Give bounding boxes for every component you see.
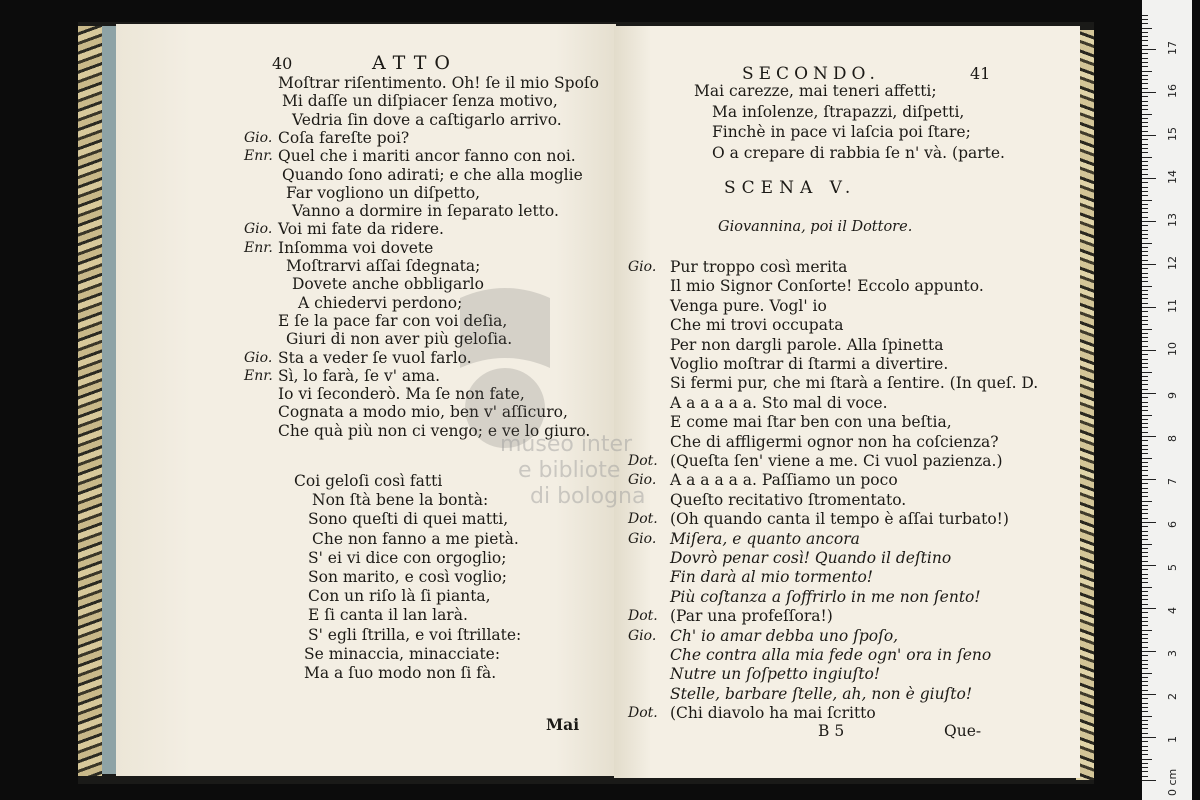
speaker-label: Dot. bbox=[628, 608, 658, 625]
text-line: Cognata a modo mio, ben v' aſſicuro, bbox=[278, 403, 568, 422]
text-line: Si fermi pur, che mi ſtarà a ſentire. (In queſ. D. bbox=[670, 374, 1039, 393]
ruler-tick bbox=[1142, 582, 1148, 583]
speaker-label: Gio. bbox=[628, 259, 657, 275]
text-line: Venga pure. Vogl' io bbox=[670, 296, 827, 315]
ruler-tick bbox=[1142, 750, 1148, 751]
ruler-tick bbox=[1142, 200, 1152, 201]
ruler-tick bbox=[1142, 346, 1148, 347]
aria-line: Sono queſti di quei matti, bbox=[308, 510, 509, 529]
text-line: Moſtrar riſentimento. Oh! ſe il mio Spoſo bbox=[278, 74, 599, 92]
catchword: Mai bbox=[546, 715, 580, 734]
ruler-tick bbox=[1142, 552, 1148, 553]
ruler-tick bbox=[1142, 88, 1148, 89]
ruler-tick bbox=[1142, 273, 1148, 274]
ruler-tick bbox=[1142, 638, 1148, 639]
ruler-tick bbox=[1142, 746, 1148, 747]
ruler-tick bbox=[1142, 255, 1148, 256]
ruler-tick bbox=[1142, 363, 1148, 364]
ruler-label: 2 bbox=[1166, 693, 1179, 700]
text-line: Che mi trovi occupata bbox=[670, 316, 844, 335]
aria-line: Son marito, e così voglio; bbox=[308, 568, 508, 586]
ruler-tick bbox=[1142, 204, 1148, 205]
text-line: (Queſta ſen' viene a me. Ci vuol pazienza.) bbox=[670, 452, 1003, 470]
ruler-tick bbox=[1142, 419, 1148, 420]
text-line: Dovete anche obbligarlo bbox=[292, 275, 484, 294]
ruler-tick bbox=[1142, 599, 1148, 600]
ruler-tick bbox=[1142, 642, 1148, 643]
ruler-tick bbox=[1142, 157, 1152, 158]
ruler-tick bbox=[1142, 698, 1148, 699]
aria-line: Coi geloſi così fatti bbox=[294, 472, 443, 490]
ruler-tick bbox=[1142, 264, 1156, 265]
text-line: Sì, lo farà, ſe v' ama. bbox=[278, 366, 441, 385]
ruler-tick bbox=[1142, 281, 1148, 282]
ruler-label: 10 bbox=[1166, 342, 1179, 356]
ruler-tick bbox=[1142, 668, 1148, 669]
aria-line: Finchè in pace vi laſcia poi ſtare; bbox=[712, 123, 971, 141]
ruler-tick bbox=[1142, 694, 1156, 695]
ruler-tick bbox=[1142, 148, 1148, 149]
speaker-label: Dot. bbox=[628, 511, 658, 528]
ruler-tick bbox=[1142, 311, 1148, 312]
ruler-tick bbox=[1142, 161, 1148, 162]
speaker-label: Gio. bbox=[244, 349, 273, 366]
speaker-label: Gio. bbox=[244, 221, 273, 238]
ruler-label: 11 bbox=[1166, 299, 1179, 313]
ruler-tick bbox=[1142, 260, 1148, 261]
ruler-tick bbox=[1142, 462, 1148, 463]
text-line: Io vi ſeconderò. Ma ſe non fate, bbox=[278, 385, 525, 404]
ruler-tick bbox=[1142, 410, 1148, 411]
ruler-tick bbox=[1142, 496, 1148, 497]
text-line: Sta a veder ſe vuol farlo. bbox=[278, 348, 472, 367]
ruler-tick bbox=[1142, 655, 1148, 656]
ruler-tick bbox=[1142, 660, 1148, 661]
ruler-tick bbox=[1142, 415, 1152, 416]
ruler-tick bbox=[1142, 754, 1148, 755]
ruler-tick bbox=[1142, 733, 1148, 734]
ruler-label: 5 bbox=[1166, 564, 1179, 571]
ruler-label: 6 bbox=[1166, 521, 1179, 528]
ruler-tick bbox=[1142, 217, 1148, 218]
ruler-tick bbox=[1142, 488, 1148, 489]
text-line: Più coſtanza a ſoffrirlo in me non ſento! bbox=[670, 587, 981, 606]
ruler-tick bbox=[1142, 741, 1148, 742]
text-line: Voi mi fate da ridere. bbox=[278, 220, 444, 239]
ruler-tick bbox=[1142, 591, 1148, 592]
ruler-tick bbox=[1142, 221, 1156, 222]
ruler-tick bbox=[1142, 621, 1148, 622]
ruler-tick bbox=[1142, 483, 1148, 484]
ruler-tick bbox=[1142, 294, 1148, 295]
ruler-tick bbox=[1142, 28, 1152, 29]
ruler-tick bbox=[1142, 630, 1152, 631]
speaker-label: Dot. bbox=[628, 453, 658, 469]
ruler-tick bbox=[1142, 402, 1148, 403]
marbled-cover-left bbox=[78, 26, 102, 776]
ruler-label: 8 bbox=[1166, 435, 1179, 442]
aria-line: Mai carezze, mai teneri affetti; bbox=[694, 82, 937, 100]
ruler-label: 4 bbox=[1166, 607, 1179, 614]
ruler-tick bbox=[1142, 707, 1148, 708]
text-line: Miſera, e quanto ancora bbox=[670, 529, 860, 548]
text-line: Che contra alla mia fede ogn' ora in ſeno bbox=[670, 646, 992, 664]
aria-line: S' ei vi dice con orgoglio; bbox=[308, 548, 507, 567]
ruler-tick bbox=[1142, 449, 1148, 450]
ruler-tick bbox=[1142, 578, 1148, 579]
text-line: Mi daſſe un diſpiacer ſenza motivo, bbox=[282, 92, 558, 111]
ruler-tick bbox=[1142, 612, 1148, 613]
ruler-tick bbox=[1142, 298, 1148, 299]
ruler-tick bbox=[1142, 135, 1156, 136]
text-line: Quel che i mariti ancor fanno con noi. bbox=[278, 147, 576, 166]
ruler-tick bbox=[1142, 234, 1148, 235]
text-line: Giuri di non aver più geloſia. bbox=[286, 330, 513, 349]
ruler-tick bbox=[1142, 101, 1148, 102]
watermark-text-3: di bologna bbox=[530, 484, 646, 509]
ruler-tick bbox=[1142, 440, 1148, 441]
text-line: Per non dargli parole. Alla ſpinetta bbox=[670, 335, 944, 354]
text-line: A chiedervi perdono; bbox=[298, 293, 463, 312]
running-header: ATTO bbox=[372, 52, 458, 74]
ruler-tick bbox=[1142, 771, 1148, 772]
ruler-tick bbox=[1142, 105, 1148, 106]
ruler-tick bbox=[1142, 423, 1148, 424]
ruler-tick bbox=[1142, 608, 1156, 609]
text-line: Inſomma voi dovete bbox=[278, 238, 434, 257]
ruler-tick bbox=[1142, 40, 1148, 41]
text-line: Che quà più non ci vengo; e ve lo giuro. bbox=[278, 421, 591, 440]
ruler-tick bbox=[1142, 513, 1148, 514]
ruler-tick bbox=[1142, 165, 1148, 166]
ruler-tick bbox=[1142, 475, 1148, 476]
ruler-tick bbox=[1142, 324, 1148, 325]
ruler-tick bbox=[1142, 96, 1148, 97]
ruler-tick bbox=[1142, 83, 1148, 84]
ruler-tick bbox=[1142, 290, 1148, 291]
ruler-tick bbox=[1142, 505, 1148, 506]
ruler-tick bbox=[1142, 230, 1148, 231]
ruler-tick bbox=[1142, 574, 1148, 575]
ruler-tick bbox=[1142, 212, 1148, 213]
ruler-tick bbox=[1142, 737, 1156, 738]
ruler-tick bbox=[1142, 131, 1148, 132]
ruler-tick bbox=[1142, 466, 1148, 467]
ruler-tick bbox=[1142, 152, 1148, 153]
text-line: (Chi diavolo ha mai ſcritto bbox=[670, 704, 876, 723]
ruler-tick bbox=[1142, 126, 1148, 127]
ruler-tick bbox=[1142, 380, 1148, 381]
ruler-tick bbox=[1142, 539, 1148, 540]
text-line: A a a a a a. Paſſiamo un poco bbox=[670, 471, 898, 490]
ruler-tick bbox=[1142, 333, 1148, 334]
ruler-tick bbox=[1142, 432, 1148, 433]
ruler-tick bbox=[1142, 544, 1152, 545]
ruler-tick bbox=[1142, 376, 1148, 377]
aria-line: O a crepare di rabbia ſe n' và. (parte. bbox=[712, 143, 1005, 162]
ruler-tick bbox=[1142, 182, 1148, 183]
running-header: SECONDO. bbox=[742, 64, 880, 84]
aria-line: S' egli ſtrilla, e voi ſtrillate: bbox=[308, 625, 522, 644]
catchword: Que- bbox=[944, 722, 982, 740]
scene-subtitle: Giovannina, poi il Dottore. bbox=[718, 219, 913, 235]
watermark-text-2: e bibliote bbox=[518, 458, 621, 483]
ruler-tick bbox=[1142, 243, 1152, 244]
ruler-tick bbox=[1142, 406, 1148, 407]
ruler-tick bbox=[1142, 286, 1152, 287]
ruler-tick bbox=[1142, 548, 1148, 549]
ruler-tick bbox=[1142, 187, 1148, 188]
text-line: (Oh quando canta il tempo è aſſai turbato!) bbox=[670, 510, 1009, 529]
ruler-tick bbox=[1142, 711, 1148, 712]
ruler-tick bbox=[1142, 144, 1148, 145]
aria-line: Con un riſo là ſi pianta, bbox=[308, 587, 491, 606]
ruler-tick bbox=[1142, 617, 1148, 618]
ruler-tick bbox=[1142, 122, 1148, 123]
aria-line: E ſi canta il lan larà. bbox=[308, 606, 468, 625]
ruler-tick bbox=[1142, 526, 1148, 527]
ruler-tick bbox=[1142, 359, 1148, 360]
ruler-tick bbox=[1142, 225, 1148, 226]
ruler-tick bbox=[1142, 479, 1156, 480]
ruler-tick bbox=[1142, 716, 1152, 717]
ruler-tick bbox=[1142, 268, 1148, 269]
text-line: Pur troppo così merita bbox=[670, 258, 848, 276]
scale-ruler bbox=[1142, 0, 1192, 800]
ruler-tick bbox=[1142, 53, 1148, 54]
ruler-tick bbox=[1142, 664, 1148, 665]
text-line: Ch' io amar debba uno ſpoſo, bbox=[670, 626, 899, 645]
ruler-tick bbox=[1142, 354, 1148, 355]
ruler-tick bbox=[1142, 23, 1148, 24]
scene-title: SCENA V. bbox=[724, 178, 857, 198]
ruler-tick bbox=[1142, 728, 1148, 729]
ruler-tick bbox=[1142, 458, 1152, 459]
aria-line: Non ſtà bene la bontà: bbox=[312, 491, 489, 510]
ruler-tick bbox=[1142, 45, 1148, 46]
ruler-label: 13 bbox=[1166, 213, 1179, 227]
ruler-tick bbox=[1142, 337, 1148, 338]
text-line: Fin darà al mio tormento! bbox=[670, 568, 874, 587]
ruler-tick bbox=[1142, 32, 1148, 33]
ruler-tick bbox=[1142, 673, 1152, 674]
ruler-tick bbox=[1142, 316, 1148, 317]
text-line: Vanno a dormire in ſeparato letto. bbox=[292, 202, 559, 221]
ruler-tick bbox=[1142, 118, 1148, 119]
speaker-label: Enr. bbox=[244, 239, 273, 256]
ruler-tick bbox=[1142, 277, 1148, 278]
ruler-tick bbox=[1142, 320, 1148, 321]
ruler-label: 7 bbox=[1166, 478, 1179, 485]
ruler-tick bbox=[1142, 427, 1148, 428]
ruler-tick bbox=[1142, 109, 1148, 110]
ruler-tick bbox=[1142, 139, 1148, 140]
ruler-tick bbox=[1142, 759, 1152, 760]
ruler-tick bbox=[1142, 384, 1148, 385]
ruler-tick bbox=[1142, 178, 1156, 179]
text-line: Voglio moſtrar di ſtarmi a divertire. bbox=[670, 355, 949, 373]
ruler-tick bbox=[1142, 647, 1148, 648]
signature-mark: B 5 bbox=[818, 722, 845, 740]
speaker-label: Gio. bbox=[628, 530, 657, 547]
ruler-tick bbox=[1142, 75, 1148, 76]
text-line: Far vogliono un diſpetto, bbox=[286, 183, 481, 202]
ruler-tick bbox=[1142, 561, 1148, 562]
ruler-tick bbox=[1142, 397, 1148, 398]
ruler-tick bbox=[1142, 169, 1148, 170]
text-line: E ſe la pace far con voi deſia, bbox=[278, 311, 508, 330]
text-line: E come mai ſtar ben con una beſtia, bbox=[670, 413, 952, 432]
ruler-tick bbox=[1142, 36, 1148, 37]
ruler-tick bbox=[1142, 776, 1148, 777]
text-line: (Par una profeſſora!) bbox=[670, 607, 833, 626]
text-line: Moſtrarvi aſſai ſdegnata; bbox=[286, 257, 481, 275]
ruler-tick bbox=[1142, 367, 1148, 368]
speaker-label: Enr. bbox=[244, 367, 273, 384]
ruler-tick bbox=[1142, 71, 1152, 72]
ruler-tick bbox=[1142, 470, 1148, 471]
ruler-tick bbox=[1142, 92, 1156, 93]
ruler-tick bbox=[1142, 329, 1152, 330]
aria-line: Che non fanno a me pietà. bbox=[312, 529, 519, 548]
ruler-tick bbox=[1142, 492, 1148, 493]
text-line: Nutre un ſoſpetto ingiuſto! bbox=[670, 665, 881, 684]
page-number: 41 bbox=[970, 64, 991, 83]
ruler-tick bbox=[1142, 238, 1148, 239]
page-number: 40 bbox=[272, 54, 293, 73]
ruler-tick bbox=[1142, 393, 1156, 394]
text-line: Quando ſono adirati; e che alla moglie bbox=[282, 165, 583, 184]
speaker-label: Gio. bbox=[628, 627, 657, 644]
ruler-tick bbox=[1142, 62, 1148, 63]
ruler-tick bbox=[1142, 445, 1148, 446]
ruler-tick bbox=[1142, 565, 1156, 566]
ruler-tick bbox=[1142, 350, 1156, 351]
ruler-tick bbox=[1142, 453, 1148, 454]
ruler-tick bbox=[1142, 251, 1148, 252]
ruler-tick bbox=[1142, 307, 1156, 308]
aria-line: Ma a ſuo modo non ſi fà. bbox=[304, 664, 497, 682]
ruler-label: 3 bbox=[1166, 650, 1179, 657]
text-line: Stelle, barbare ſtelle, ah, non è giuſto! bbox=[670, 684, 973, 703]
ruler-tick bbox=[1142, 79, 1148, 80]
ruler-tick bbox=[1142, 501, 1152, 502]
right-page bbox=[614, 26, 1080, 778]
text-line: A a a a a a. Sto mal di voce. bbox=[670, 393, 888, 412]
ruler-tick bbox=[1142, 703, 1148, 704]
ruler-tick bbox=[1142, 58, 1148, 59]
ruler-label: 9 bbox=[1166, 392, 1179, 399]
text-line: Queſto recitativo ſtromentato. bbox=[670, 490, 907, 509]
ruler-tick bbox=[1142, 681, 1148, 682]
ruler-tick bbox=[1142, 522, 1156, 523]
ruler-label: 15 bbox=[1166, 127, 1179, 141]
text-line: Dovrò penar così! Quando il deſtino bbox=[670, 549, 952, 567]
ruler-tick bbox=[1142, 535, 1148, 536]
ruler-tick bbox=[1142, 191, 1148, 192]
ruler-label: 12 bbox=[1166, 256, 1179, 270]
ruler-label: 14 bbox=[1166, 170, 1179, 184]
ruler-tick bbox=[1142, 720, 1148, 721]
ruler-unit-label: 0 cm bbox=[1166, 768, 1179, 796]
ruler-tick bbox=[1142, 174, 1148, 175]
text-line: Il mio Signor Conſorte! Eccolo appunto. bbox=[670, 277, 984, 296]
ruler-tick bbox=[1142, 247, 1148, 248]
ruler-tick bbox=[1142, 767, 1148, 768]
ruler-tick bbox=[1142, 372, 1152, 373]
ruler-tick bbox=[1142, 341, 1148, 342]
ruler-tick bbox=[1142, 19, 1148, 20]
ruler-tick bbox=[1142, 518, 1148, 519]
ruler-tick bbox=[1142, 531, 1148, 532]
text-line: Che di affligermi ognor non ha coſcienza? bbox=[670, 432, 999, 451]
ruler-tick bbox=[1142, 651, 1156, 652]
ruler-tick bbox=[1142, 763, 1148, 764]
ruler-tick bbox=[1142, 509, 1148, 510]
ruler-tick bbox=[1142, 625, 1148, 626]
text-line: Vedria ſin dove a caſtigarlo arrivo. bbox=[292, 110, 562, 129]
aria-line: Se minaccia, minacciate: bbox=[304, 644, 501, 663]
watermark-text-1: museo inter bbox=[500, 432, 633, 457]
ruler-label: 16 bbox=[1166, 84, 1179, 98]
ruler-tick bbox=[1142, 15, 1148, 16]
ruler-tick bbox=[1142, 634, 1148, 635]
ruler-tick bbox=[1142, 389, 1148, 390]
ruler-tick bbox=[1142, 195, 1148, 196]
speaker-label: Dot. bbox=[628, 705, 658, 722]
ruler-tick bbox=[1142, 208, 1148, 209]
ruler-tick bbox=[1142, 114, 1152, 115]
aria-line: Ma inſolenze, ſtrapazzi, diſpetti, bbox=[712, 102, 965, 121]
ruler-tick bbox=[1142, 303, 1148, 304]
ruler-tick bbox=[1142, 724, 1148, 725]
ruler-label: 17 bbox=[1166, 41, 1179, 55]
ruler-tick bbox=[1142, 569, 1148, 570]
ruler-tick bbox=[1142, 604, 1148, 605]
ruler-tick bbox=[1142, 556, 1148, 557]
ruler-tick bbox=[1142, 595, 1148, 596]
ruler-tick bbox=[1142, 780, 1156, 781]
ruler-tick bbox=[1142, 677, 1148, 678]
ruler-tick bbox=[1142, 66, 1148, 67]
ruler-tick bbox=[1142, 49, 1156, 50]
text-line: Coſa fareſte poi? bbox=[278, 128, 410, 147]
ruler-tick bbox=[1142, 685, 1148, 686]
speaker-label: Gio. bbox=[244, 129, 273, 146]
speaker-label: Enr. bbox=[244, 148, 273, 165]
ruler-tick bbox=[1142, 436, 1156, 437]
ruler-tick bbox=[1142, 690, 1148, 691]
ruler-tick bbox=[1142, 587, 1152, 588]
ruler-label: 1 bbox=[1166, 736, 1179, 743]
speaker-label: Gio. bbox=[628, 472, 657, 489]
